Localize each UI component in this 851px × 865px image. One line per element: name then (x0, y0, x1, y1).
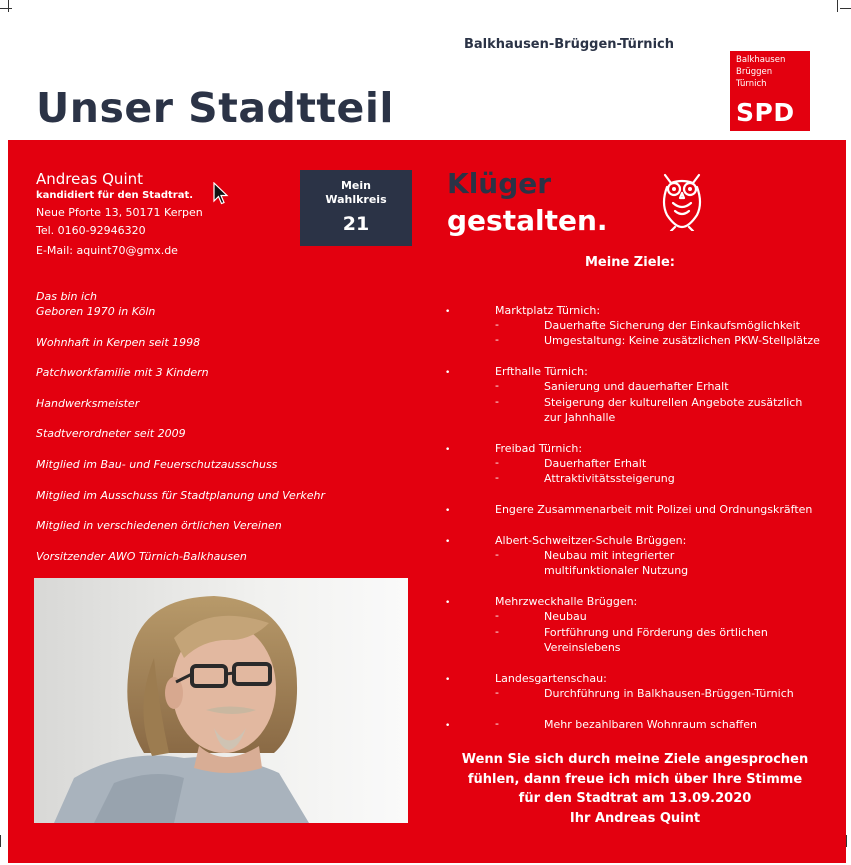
crop-mark (846, 835, 847, 847)
bullet-icon: • (445, 537, 451, 547)
candidate-role: kandidiert für den Stadtrat. (36, 190, 194, 201)
goal-item: Neubau (544, 610, 587, 623)
candidate-name: Andreas Quint (36, 170, 143, 188)
goal-item: Neubau mit integrierter (544, 549, 675, 562)
candidate-photo (34, 578, 408, 823)
goal-heading: Mehrzweckhalle Brüggen: (495, 595, 638, 608)
crop-mark (0, 835, 1, 847)
logo-line: Balkhausen (736, 55, 786, 65)
slogan-line-1: Klüger (447, 167, 552, 200)
bio-line: Das bin ich (36, 290, 98, 303)
goal-item: zur Jahnhalle (544, 411, 616, 424)
district-badge (300, 170, 412, 246)
dash-icon: - (495, 625, 499, 638)
bullet-icon: • (445, 445, 451, 455)
goal-item: multifunktionaler Nutzung (544, 564, 689, 577)
crop-mark (0, 8, 12, 9)
bio-item: Mitglied im Bau- und Feuerschutzausschuss (36, 458, 278, 471)
candidate-address: Neue Pforte 13, 50171 Kerpen (36, 206, 203, 219)
dash-icon: - (495, 471, 499, 484)
logo-line: Türnich (736, 79, 767, 89)
goal-heading: Marktplatz Türnich: (495, 304, 601, 317)
goal-item: Attraktivitätssteigerung (544, 472, 675, 485)
dash-icon: - (495, 333, 499, 346)
dash-icon: - (495, 318, 499, 331)
goal-heading: Engere Zusammenarbeit mit Polizei und Ordnungskräften (495, 503, 813, 516)
bullet-icon: • (445, 506, 451, 516)
district-label: Mein (340, 179, 371, 192)
goal-heading: Landesgartenschau: (495, 672, 607, 685)
goal-item: Dauerhafte Sicherung der Einkaufsmöglichkeit (544, 319, 800, 332)
bio-item: Wohnhaft in Kerpen seit 1998 (36, 336, 201, 349)
slogan-line-2: gestalten. (447, 204, 608, 237)
bio-intro (36, 289, 155, 319)
closing-line: für den Stadtrat am 13.09.2020 (518, 791, 752, 806)
closing-line: Wenn Sie sich durch meine Ziele angesprochen (461, 752, 809, 767)
logo-party-name: SPD (736, 98, 795, 127)
closing-signature: Ihr Andreas Quint (569, 810, 701, 826)
closing-statement (430, 750, 840, 828)
bio-line: Geboren 1970 in Köln (36, 305, 156, 318)
bio-item: Vorsitzender AWO Türnich-Balkhausen (36, 550, 247, 563)
candidate-phone: Tel. 0160-92946320 (36, 224, 146, 237)
dash-icon: - (495, 379, 499, 392)
goal-heading: Albert-Schweitzer-Schule Brüggen: (495, 534, 687, 547)
bio-item: Patchworkfamilie mit 3 Kindern (36, 366, 209, 379)
goal-item: Mehr bezahlbaren Wohnraum schaffen (544, 718, 757, 731)
dash-icon: - (495, 548, 499, 561)
goal-heading: Erfthalle Türnich: (495, 365, 588, 378)
goal-item: Fortführung und Förderung des örtlichen (544, 626, 768, 639)
dash-icon: - (495, 686, 499, 699)
owl-icon (655, 167, 709, 231)
bullet-icon: • (445, 598, 451, 608)
dash-icon: - (495, 717, 499, 730)
goal-item: Durchführung in Balkhausen-Brüggen-Türnich (544, 687, 794, 700)
bullet-icon: • (445, 307, 451, 317)
bullet-icon: • (445, 368, 451, 378)
goal-item: Sanierung und dauerhafter Erhalt (544, 380, 729, 393)
dash-icon: - (495, 456, 499, 469)
district-area-heading: Balkhausen-Brüggen-Türnich (464, 37, 674, 52)
district-label: Wahlkreis (325, 193, 387, 206)
dash-icon: - (495, 609, 499, 622)
dash-icon: - (495, 395, 499, 408)
spd-logo (730, 51, 810, 131)
bio-item: Mitglied in verschiedenen örtlichen Vereinen (36, 519, 282, 532)
goal-item: Vereinslebens (544, 641, 621, 654)
goal-item: Steigerung der kulturellen Angebote zusätzlich (544, 396, 803, 409)
crop-mark (837, 0, 838, 12)
page-title: Unser Stadtteil (36, 84, 394, 132)
goal-heading: Freibad Türnich: (495, 442, 583, 455)
goal-item: Dauerhafter Erhalt (544, 457, 647, 470)
crop-mark (840, 8, 851, 9)
bullet-icon: • (445, 721, 451, 731)
goals-heading: Meine Ziele: (585, 255, 675, 270)
bio-item: Mitglied im Ausschuss für Stadtplanung und Verkehr (36, 489, 325, 502)
goal-item: Umgestaltung: Keine zusätzlichen PKW-Stellplätze (544, 334, 820, 347)
crop-mark (8, 0, 9, 12)
logo-line: Brüggen (736, 67, 773, 77)
closing-line: fühlen, dann freue ich mich über Ihre Stimme (467, 771, 803, 787)
bio-item: Handwerksmeister (36, 397, 140, 410)
bullet-icon: • (445, 675, 451, 685)
bio-item: Stadtverordneter seit 2009 (36, 427, 186, 440)
candidate-email: E-Mail: aquint70@gmx.de (36, 244, 178, 257)
mouse-cursor-icon (213, 182, 229, 206)
district-number: 21 (342, 213, 370, 235)
